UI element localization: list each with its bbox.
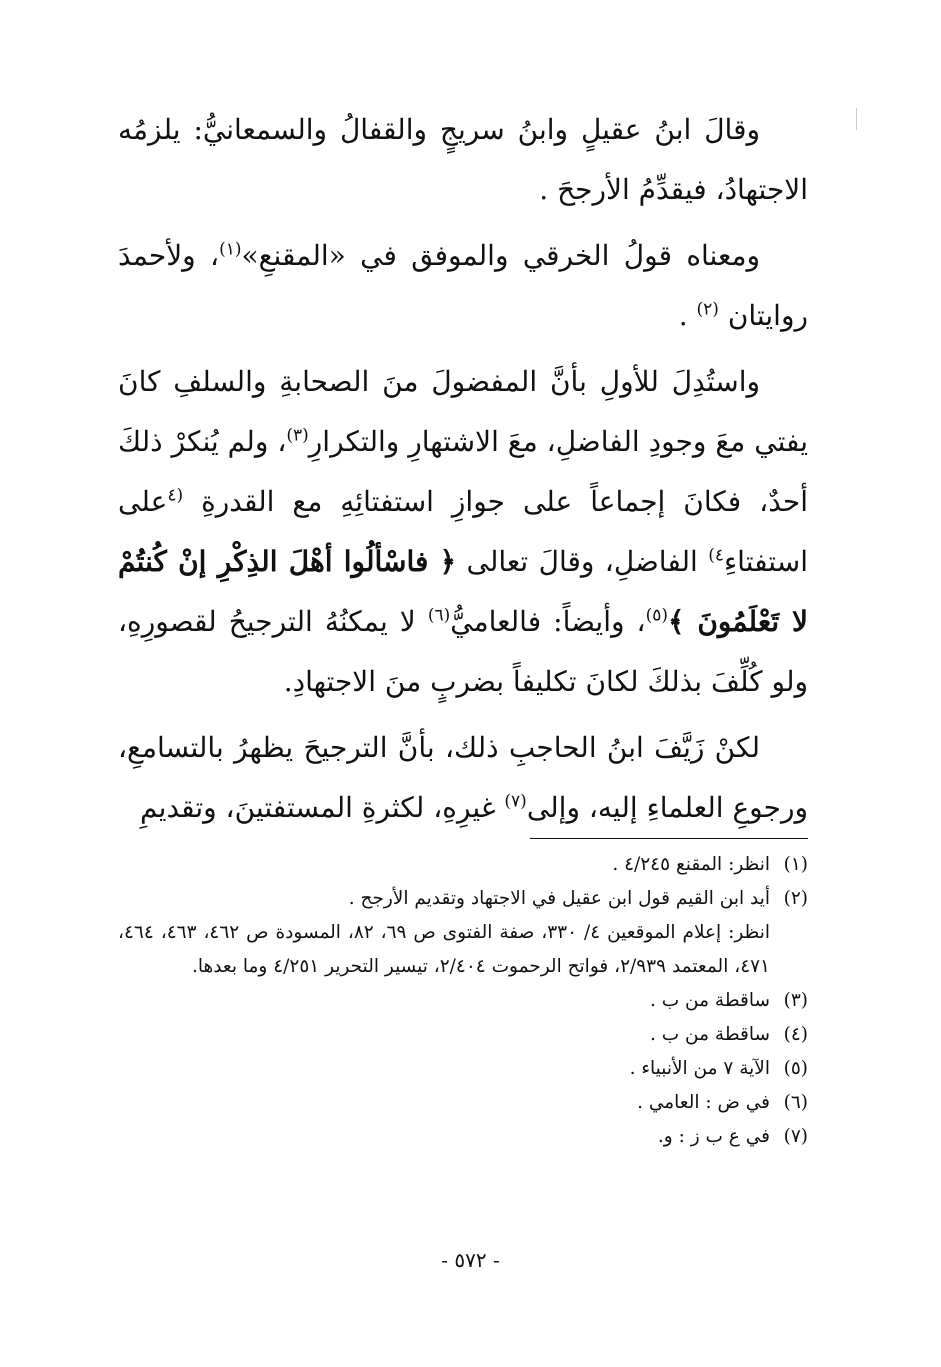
footnote-ref-4-close[interactable]: ٤) [708,545,724,566]
footnote-number: (٥) [783,1058,808,1079]
footnote-1 [118,848,808,882]
paragraph-4-text-b: غيرِهِ، لكثرةِ المستفتينَ، وتقديمِ [140,791,505,824]
footnote-2 [118,882,808,984]
footnote-ref-1[interactable]: (١) [219,239,242,260]
footnote-ref-5[interactable]: (٥) [645,605,669,626]
footnote-ref-2[interactable]: (٢) [696,299,719,320]
footnote-number: (١) [783,854,808,875]
paragraph-3-text-a: واستُدِلَ للأولِ بأنَّ المفضولَ منَ الصحابةِ والسلفِ كانَ يفتي معَ وجودِ الفاضلِ، معَ الاشتهارِ والتكرارِ [118,365,808,458]
main-text [118,100,808,844]
quran-verse: ﴿ فاسْألُوا أهْلَ الذِكْرِ إنْ كُنتُمْ لا تَعْلَمُونَ ﴾ [118,545,808,638]
footnote-ref-3[interactable]: (٣) [286,425,309,446]
paragraph-3-text-e: ، وأيضاً: فالعاميُّ [450,605,646,638]
page-number: - ٥٧٢ - [441,1248,500,1272]
footnote-line: في ع ب ز : و. [657,1126,770,1147]
paragraph-1 [118,100,808,220]
paragraph-1-text: وقالَ ابنُ عقيلٍ وابنُ سريجٍ والقفالُ والسمعانيُّ: يلزمُه الاجتهادُ، فيقدِّمُ الأرجحَ . [118,113,808,206]
footnote-line: ساقطة من ب . [649,1024,770,1045]
footnote-line: الآية ٧ من الأنبياء . [629,1058,770,1079]
footnote-3 [118,984,808,1018]
paragraph-3-text-c: على استفتاءِ [118,485,808,578]
paragraph-3-text-b: ، ولم يُنكرْ ذلكَ أحدٌ، فكانَ إجماعاً على جوازِ استفتائِهِ مع القدرةِ [118,425,808,518]
footnote-line: انظر: المقنع ٤/٢٤٥ . [612,854,770,875]
footnote-number: (٢) [783,888,808,909]
footnote-line: أيد ابن القيم قول ابن عقيل في الاجتهاد وتقديم الأرجح . [348,888,770,909]
paragraph-2-text-a: ومعناه قولُ الخرقي والموفق في «المقنعِ» [241,239,760,272]
footnote-ref-6[interactable]: (٦) [427,605,451,626]
paragraph-2-text-c: . [678,299,697,332]
paragraph-3 [118,352,808,712]
footnote-line: في ض : العامي . [637,1092,770,1113]
footnote-text [118,848,770,882]
footnote-5 [118,1052,808,1086]
footnote-line: انظر: إعلام الموقعين ٤/ ٣٣٠، صفة الفتوى ص ٦٩، ٨٢، المسودة ص ٤٦٢، ٤٦٣، ٤٦٤، ٤٧١، المعتمد ٢/٩٣٩، فواتح الرحموت ٢/٤٠٤، تيسير التحرير ٤/٢٥١ وما بعدها. [118,922,770,977]
footnote-text [118,882,770,984]
paragraph-3-text-f: لا يمكنُهُ الترجيحُ لقصورِهِ، ولو كُلِّفَ بذلكَ لكانَ تكليفاً بضربٍ منَ الاجتهادِ. [118,605,808,698]
footnote-text [118,1120,770,1154]
paragraph-4 [118,718,808,838]
footnote-text [118,1052,770,1086]
footnote-6 [118,1086,808,1120]
footnote-text [118,1086,770,1120]
footnote-separator [530,838,808,839]
margin-mark [856,108,857,130]
paragraph-2-text-b: ، ولأحمدَ روايتان [118,239,808,332]
footnote-number: (٤) [783,1024,808,1045]
footnote-number: (٦) [783,1092,808,1113]
footnote-4 [118,1018,808,1052]
footnote-ref-4-open[interactable]: (٤ [167,485,184,506]
paragraph-3-text-d: الفاضلِ، وقالَ تعالى [456,545,709,578]
paragraph-4-text-a: لكنْ زَيَّفَ ابنُ الحاجبِ ذلك، بأنَّ الترجيحَ يظهرُ بالتسامعِ، ورجوعِ العلماءِ إليه، وإلى [118,731,808,824]
paragraph-2 [118,226,808,346]
footnote-text [118,1018,770,1052]
footnote-7 [118,1120,808,1154]
footnote-line: ساقطة من ب . [649,990,770,1011]
footnote-text [118,984,770,1018]
footnote-number: (٧) [783,1126,808,1147]
footnote-number: (٣) [783,990,808,1011]
footnotes [118,848,808,1154]
footnote-ref-7[interactable]: (٧) [504,791,527,812]
